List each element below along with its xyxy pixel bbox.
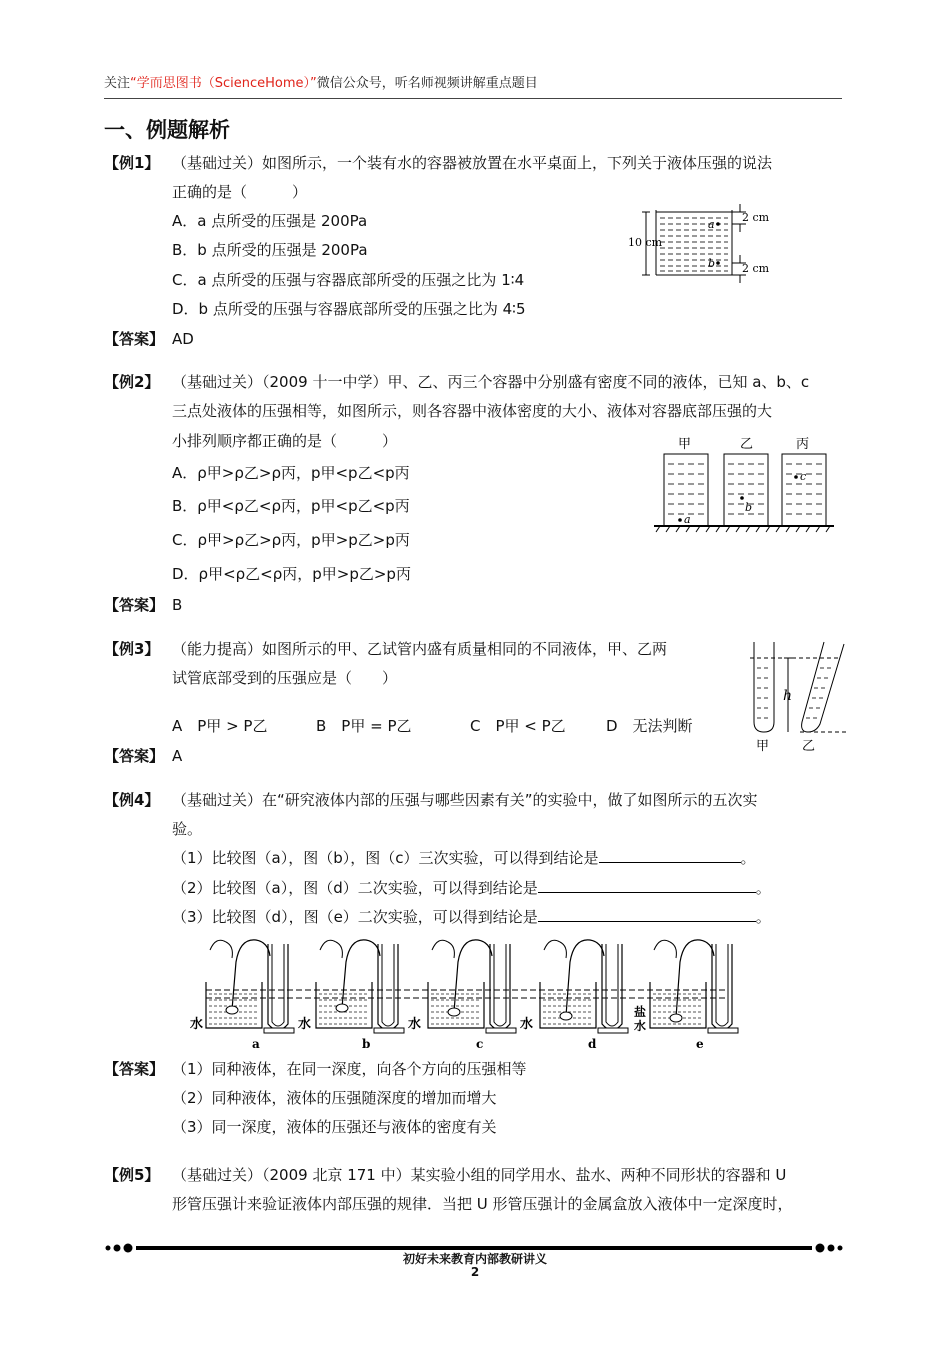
ex4-q1-period: 。	[740, 849, 756, 867]
ex4-letter-b: b	[362, 1037, 371, 1051]
page-number: 2	[470, 1265, 480, 1279]
ex4-q2-blank[interactable]	[538, 878, 756, 893]
ex1-question-line1: （基础过关）如图所示，一个装有水的容器被放置在水平桌面上，下列关于液体压强的说法	[172, 154, 773, 172]
ex5-tag: 【例5】	[104, 1166, 160, 1184]
ex1-dim-height: 10 cm	[628, 236, 663, 249]
ex2-option-d: D．ρ甲<ρ乙<ρ丙，p甲>p乙>p丙	[172, 565, 411, 583]
ex3-label-jia: 甲	[756, 739, 770, 754]
ex2-label-jia: 甲	[678, 437, 692, 452]
ex4-tag: 【例4】	[104, 791, 160, 809]
ex4-q3-period: 。	[755, 908, 771, 926]
ex4-q1-text: （1）比较图（a），图（b），图（c）三次实验，可以得到结论是	[172, 849, 599, 867]
ex4-apparatus-e	[650, 940, 738, 1033]
ex4-experiment-figure	[186, 932, 746, 1056]
ex1-dim-top: 2 cm	[742, 211, 770, 224]
ex4-liquid-b: 水	[298, 1017, 312, 1032]
ex2-point-a: a	[684, 513, 691, 526]
ex4-letter-e: e	[696, 1037, 704, 1051]
footer-text: 初好未来教育内部教研讲义	[402, 1252, 547, 1266]
ex2-question-line2: 三点处液体的压强相等，如图所示，则各容器中液体密度的大小、液体对容器底部压强的大	[172, 402, 773, 420]
ex1-question-line2: 正确的是（ ）	[172, 183, 308, 201]
ex4-apparatus-a	[206, 940, 294, 1033]
ex1-option-c: C．a 点所受的压强与容器底部所受的压强之比为 1∶4	[172, 271, 525, 289]
ex5-question-line1: （基础过关）（2009 北京 171 中）某实验小组的同学用水、盐水、两种不同形状的容器和 U	[172, 1166, 787, 1184]
header-prefix: 关注	[104, 76, 131, 91]
ex4-question-1	[172, 848, 756, 868]
ex2-label-bing: 丙	[796, 437, 810, 452]
ex1-point-b	[716, 261, 720, 265]
ex2-option-c: C．ρ甲>ρ乙>ρ丙，p甲>p乙>p丙	[172, 531, 410, 549]
ex4-question-2	[172, 878, 771, 898]
ex4-question-line1: （基础过关）在“研究液体内部的压强与哪些因素有关”的实验中，做了如图所示的五次实	[172, 791, 758, 809]
ex2-answer: B	[172, 596, 183, 614]
ex4-question-3	[172, 907, 771, 927]
ex4-apparatus-group	[206, 940, 738, 1033]
ex4-answer-3: （3）同一深度，液体的压强还与液体的密度有关	[172, 1118, 497, 1136]
ex3-label-yi: 乙	[802, 739, 816, 754]
ex4-liquid-c: 水	[408, 1017, 422, 1032]
ex4-answer-2: （2）同种液体，液体的压强随深度的增加而增大	[172, 1089, 497, 1107]
ex2-option-b: B．ρ甲<ρ乙<ρ丙，p甲<p乙<p丙	[172, 497, 410, 515]
ex4-answer-1: （1）同种液体，在同一深度，向各个方向的压强相等	[172, 1060, 527, 1078]
ex4-apparatus-d	[540, 940, 628, 1033]
ex4-liquid-d: 水	[520, 1017, 534, 1032]
ex4-q2-period: 。	[755, 879, 771, 897]
ex4-liquid-a: 水	[190, 1017, 204, 1032]
ex5-question-line2: 形管压强计来验证液体内部压强的规律．当把 U 形管压强计的金属盒放入液体中一定深度时，	[172, 1195, 793, 1213]
ex4-q3-blank[interactable]	[538, 907, 756, 922]
ex3-test-tubes-figure	[740, 638, 850, 756]
header-divider	[104, 98, 842, 99]
ex2-answer-tag: 【答案】	[104, 596, 165, 614]
ex2-containers-figure	[650, 432, 840, 536]
ex1-option-a: A．a 点所受的压强是 200Pa	[172, 212, 368, 230]
ex4-letter-d: d	[588, 1037, 597, 1051]
ex3-option-a: A P甲 > P乙	[172, 717, 268, 735]
ex1-answer: AD	[172, 330, 194, 348]
ex2-option-a: A．ρ甲>ρ乙>ρ丙，p甲<p乙<p丙	[172, 464, 410, 482]
ex2-label-yi: 乙	[740, 437, 754, 452]
ex4-letter-a: a	[252, 1037, 260, 1051]
ex4-apparatus-c	[428, 940, 516, 1033]
ex4-q2-text: （2）比较图（a），图（d）二次实验，可以得到结论是	[172, 879, 538, 897]
ex3-tag: 【例3】	[104, 640, 160, 658]
ex4-letter-c: c	[476, 1037, 484, 1051]
ex1-answer-tag: 【答案】	[104, 330, 165, 348]
ex4-answer-tag: 【答案】	[104, 1060, 165, 1078]
header-brand[interactable]: “学而思图书（ScienceHome）”	[130, 76, 317, 91]
header-suffix: 微信公众号，听名师视频讲解重点题目	[316, 76, 538, 91]
ex2-question-line1: （基础过关）（2009 十一中学）甲、乙、丙三个容器中分别盛有密度不同的液体，已知 a、b、c	[172, 373, 810, 391]
ex3-option-d: D 无法判断	[606, 717, 693, 735]
ex4-liquid-e: 盐水	[634, 1005, 647, 1033]
ex1-label-a: a	[708, 218, 715, 231]
ex3-question-line2: 试管底部受到的压强应是（ ）	[172, 669, 398, 687]
ex3-option-b: B P甲 = P乙	[316, 717, 412, 735]
section-title: 一、例题解析	[104, 118, 230, 142]
ex3-option-c: C P甲 < P乙	[470, 717, 566, 735]
page-header	[104, 72, 538, 91]
ex1-option-b: B．b 点所受的压强是 200Pa	[172, 241, 368, 259]
ex1-container-figure	[620, 200, 800, 286]
ex3-answer: A	[172, 747, 183, 765]
ex3-answer-tag: 【答案】	[104, 747, 165, 765]
ex4-q3-text: （3）比较图（d），图（e）二次实验，可以得到结论是	[172, 908, 538, 926]
ex1-dim-bottom: 2 cm	[742, 262, 770, 275]
ex3-label-h: h	[783, 688, 793, 704]
ex1-label-b: b	[708, 257, 716, 270]
ex1-point-a	[716, 222, 720, 226]
ex2-question-line3: 小排列顺序都正确的是（ ）	[172, 432, 398, 450]
ex1-option-d: D．b 点所受的压强与容器底部所受的压强之比为 4∶5	[172, 300, 526, 318]
ex1-tag: 【例1】	[104, 154, 160, 172]
ex4-q1-blank[interactable]	[599, 848, 741, 863]
ex2-tag: 【例2】	[104, 373, 160, 391]
ex4-apparatus-b	[316, 940, 404, 1033]
ex4-question-line2: 验。	[172, 820, 203, 838]
ex2-point-c: c	[800, 470, 807, 483]
ex3-question-line1: （能力提高）如图所示的甲、乙试管内盛有质量相同的不同液体，甲、乙两	[172, 640, 668, 658]
ex2-point-b: b	[745, 501, 753, 514]
